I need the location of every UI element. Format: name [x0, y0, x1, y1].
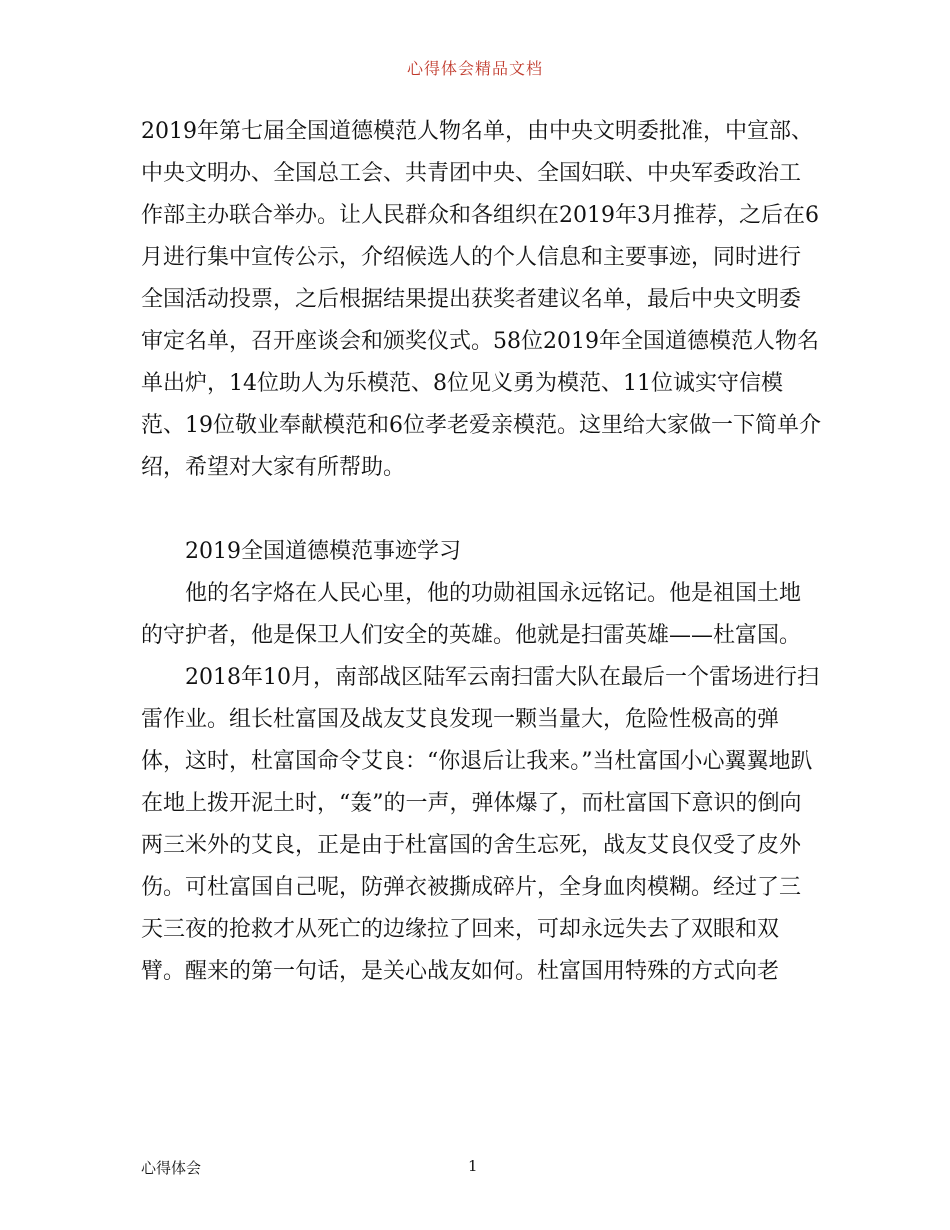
intro-paragraph: 2019年第七届全国道德模范人物名单，由中央文明委批准，中宣部、中央文明办、全国总工会、共青团中央、全国妇联、中央军委政治工作部主办联合举办。让人民群众和各组织在2019年3月推荐，之后在6月进行集中宣传公示，介绍候选人的个人信息和主要事迹，同时进行全国活动投票，之后根据结果提出获奖者建议名单，最后中央文明委审定名单，召开座谈会和颁奖仪式。58位2019年全国道德模范人物名单出炉，14位助人为乐模范、8位见义勇为模范、11位诚实守信模范、19位敬业奉献模范和6位孝老爱亲模范。这里给大家做一下简单介绍，希望对大家有所帮助。 [141, 119, 821, 480]
paragraph-spacer [141, 489, 821, 531]
body-paragraph-1: 他的名字烙在人民心里，他的功勋祖国永远铭记。他是祖国土地的守护者，他是保卫人们安全的英雄。他就是扫雷英雄——杜富国。 [141, 581, 802, 648]
section-heading: 2019全国道德模范事迹学习 [185, 539, 461, 564]
body-paragraph-2: 2018年10月，南部战区陆军云南扫雷大队在最后一个雷场进行扫雷作业。组长杜富国及战友艾良发现一颗当量大，危险性极高的弹体，这时，杜富国命令艾良：“你退后让我来。”当杜富国小心翼翼地趴在地上拨开泥土时，“轰”的一声，弹体爆了，而杜富国下意识的倒向两三米外的艾良，正是由于杜富国的舍生忘死，战友艾良仅受了皮外伤。可杜富国自己呢，防弹衣被撕成碎片，全身血肉模糊。经过了三天三夜的抢救才从死亡的边缘拉了回来，可却永远失去了双眼和双臂。醒来的第一句话，是关心战友如何。杜富国用特殊的方式向老 [141, 665, 819, 984]
page-number: 1 [468, 1157, 478, 1175]
document-header-title: 心得体会精品文档 [406, 59, 543, 78]
document-body [141, 111, 821, 993]
footer-label: 心得体会 [141, 1159, 202, 1177]
